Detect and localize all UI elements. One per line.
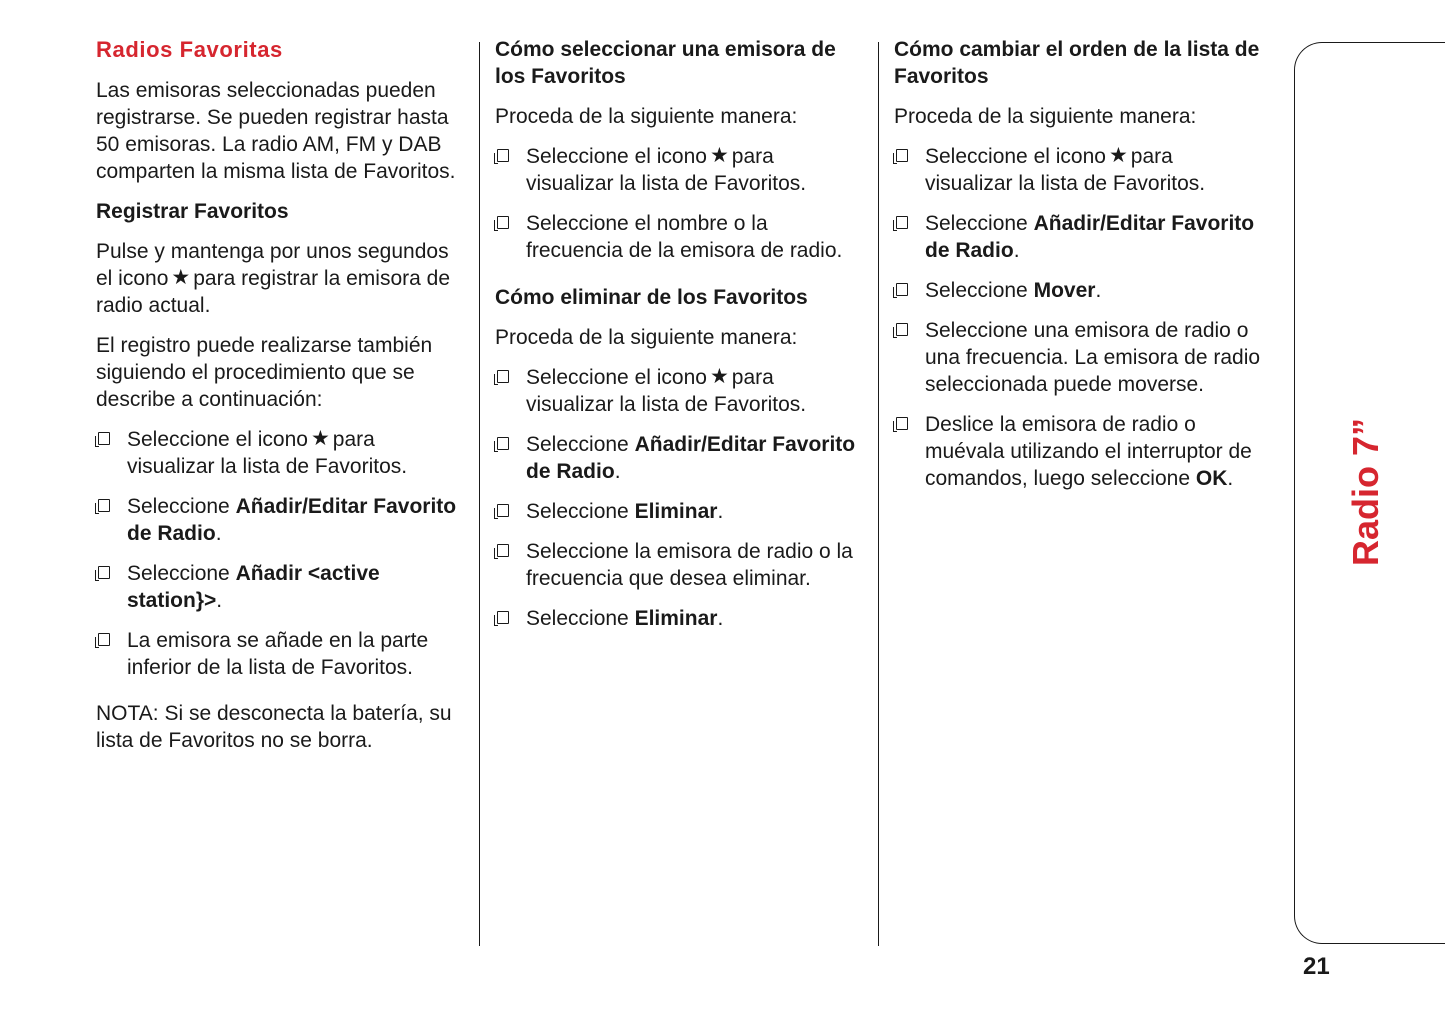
item-text: Seleccione bbox=[925, 279, 1028, 302]
column-change-order bbox=[894, 36, 1266, 505]
hold-paragraph bbox=[96, 238, 468, 319]
star-icon: ★ bbox=[1108, 144, 1128, 167]
item-text: Seleccione el nombre o la frecuencia de la emisora de radio. bbox=[526, 212, 843, 262]
item-text: Seleccione el icono bbox=[526, 145, 707, 168]
chapter-tab-label: Radio 7” bbox=[1345, 417, 1386, 567]
star-icon: ★ bbox=[171, 266, 191, 289]
period: . bbox=[717, 607, 724, 630]
item-text: Seleccione una emisora de radio o una frecuencia. La emisora de radio seleccionada puede moverse. bbox=[925, 319, 1261, 396]
period: . bbox=[614, 460, 621, 483]
checkbox-bullet-icon bbox=[896, 149, 908, 162]
item-bold-text: Añadir/Editar Favorito de Radio bbox=[526, 433, 856, 483]
page-number: 21 bbox=[1303, 953, 1330, 980]
list-item bbox=[894, 277, 1266, 304]
note-paragraph: NOTA: Si se desconecta la batería, su lista de Favoritos no se borra. bbox=[96, 702, 452, 752]
list-item bbox=[894, 411, 1266, 492]
star-icon: ★ bbox=[709, 144, 729, 167]
checkbox-bullet-icon bbox=[497, 216, 509, 229]
procedure-text: Proceda de la siguiente manera: bbox=[495, 326, 798, 349]
hold-text-b: para registrar la emisora de radio actual. bbox=[96, 267, 450, 317]
period: . bbox=[216, 589, 223, 612]
item-bold-text: Mover bbox=[1033, 279, 1096, 302]
section-title: Radios Favoritas bbox=[96, 37, 283, 62]
list-item bbox=[495, 538, 863, 592]
period: . bbox=[1227, 467, 1234, 490]
column-divider bbox=[479, 42, 480, 946]
item-text: Seleccione el icono bbox=[526, 366, 707, 389]
checkbox-bullet-icon bbox=[896, 417, 908, 430]
procedure-text: Proceda de la siguiente manera: bbox=[495, 105, 798, 128]
checkbox-bullet-icon bbox=[98, 499, 110, 512]
checkbox-bullet-icon bbox=[98, 633, 110, 646]
list-item bbox=[894, 317, 1266, 398]
checkbox-bullet-icon bbox=[497, 437, 509, 450]
alt-paragraph: El registro puede realizarse también siguiendo el procedimiento que se describe a continuación: bbox=[96, 334, 433, 411]
list-item bbox=[894, 143, 1266, 197]
item-bold-text: Añadir/Editar Favorito de Radio bbox=[925, 212, 1255, 262]
item-text: Seleccione bbox=[526, 607, 629, 630]
star-icon: ★ bbox=[709, 365, 729, 388]
checkbox-bullet-icon bbox=[497, 149, 509, 162]
item-text: Seleccione bbox=[127, 495, 230, 518]
item-bold-text: Añadir/Editar Favorito de Radio bbox=[127, 495, 457, 545]
item-text: para visualizar la lista de Favoritos. bbox=[925, 145, 1206, 195]
list-item bbox=[96, 426, 468, 480]
checkbox-bullet-icon bbox=[896, 323, 908, 336]
item-text: Deslice la emisora de radio o muévala utilizando el interruptor de comandos, luego seleccione bbox=[925, 413, 1252, 490]
checkbox-bullet-icon bbox=[896, 283, 908, 296]
checkbox-bullet-icon bbox=[896, 216, 908, 229]
checkbox-bullet-icon bbox=[497, 370, 509, 383]
list-item bbox=[495, 143, 863, 197]
list-item bbox=[495, 364, 863, 418]
list-item bbox=[96, 560, 468, 614]
item-text: Seleccione la emisora de radio o la frecuencia que desea eliminar. bbox=[526, 540, 853, 590]
item-text: Seleccione bbox=[526, 433, 629, 456]
procedure-text: Proceda de la siguiente manera: bbox=[894, 105, 1197, 128]
item-bold-text: Eliminar bbox=[634, 500, 718, 523]
select-heading: Cómo seleccionar una emisora de los Favoritos bbox=[495, 38, 836, 88]
list-item bbox=[495, 605, 863, 632]
item-text: La emisora se añade en la parte inferior de la lista de Favoritos. bbox=[127, 629, 429, 679]
item-bold-text: Añadir <active station}> bbox=[127, 562, 380, 612]
item-text: Seleccione bbox=[925, 212, 1028, 235]
period: . bbox=[717, 500, 724, 523]
order-heading: Cómo cambiar el orden de la lista de Favoritos bbox=[894, 38, 1260, 88]
item-text: Seleccione el icono bbox=[925, 145, 1106, 168]
item-bold-text: OK bbox=[1195, 467, 1228, 490]
item-text: para visualizar la lista de Favoritos. bbox=[526, 366, 807, 416]
period: . bbox=[1095, 279, 1102, 302]
checkbox-bullet-icon bbox=[497, 611, 509, 624]
list-item bbox=[96, 493, 468, 547]
period: . bbox=[1013, 239, 1020, 262]
intro-paragraph: Las emisoras seleccionadas pueden registrarse. Se pueden registrar hasta 50 emisoras. La radio AM, FM y DAB comparten la misma lista de Favoritos. bbox=[96, 79, 456, 183]
star-icon: ★ bbox=[310, 427, 330, 450]
period: . bbox=[215, 522, 222, 545]
item-text: Seleccione el icono bbox=[127, 428, 308, 451]
list-item bbox=[894, 210, 1266, 264]
item-text: Seleccione bbox=[526, 500, 629, 523]
list-item bbox=[495, 431, 863, 485]
column-divider bbox=[878, 42, 879, 946]
checkbox-bullet-icon bbox=[98, 432, 110, 445]
item-text: Seleccione bbox=[127, 562, 230, 585]
column-radios-favoritas bbox=[96, 36, 468, 767]
delete-heading: Cómo eliminar de los Favoritos bbox=[495, 286, 808, 309]
list-item bbox=[495, 210, 863, 264]
checkbox-bullet-icon bbox=[497, 544, 509, 557]
item-bold-text: Eliminar bbox=[634, 607, 718, 630]
column-select-delete bbox=[495, 36, 863, 645]
item-text: para visualizar la lista de Favoritos. bbox=[127, 428, 408, 478]
list-item bbox=[495, 498, 863, 525]
item-text: para visualizar la lista de Favoritos. bbox=[526, 145, 807, 195]
list-item bbox=[96, 627, 468, 681]
hold-text-a: Pulse y mantenga por unos segundos el icono bbox=[96, 240, 449, 290]
checkbox-bullet-icon bbox=[497, 504, 509, 517]
checkbox-bullet-icon bbox=[98, 566, 110, 579]
register-heading: Registrar Favoritos bbox=[96, 200, 289, 223]
